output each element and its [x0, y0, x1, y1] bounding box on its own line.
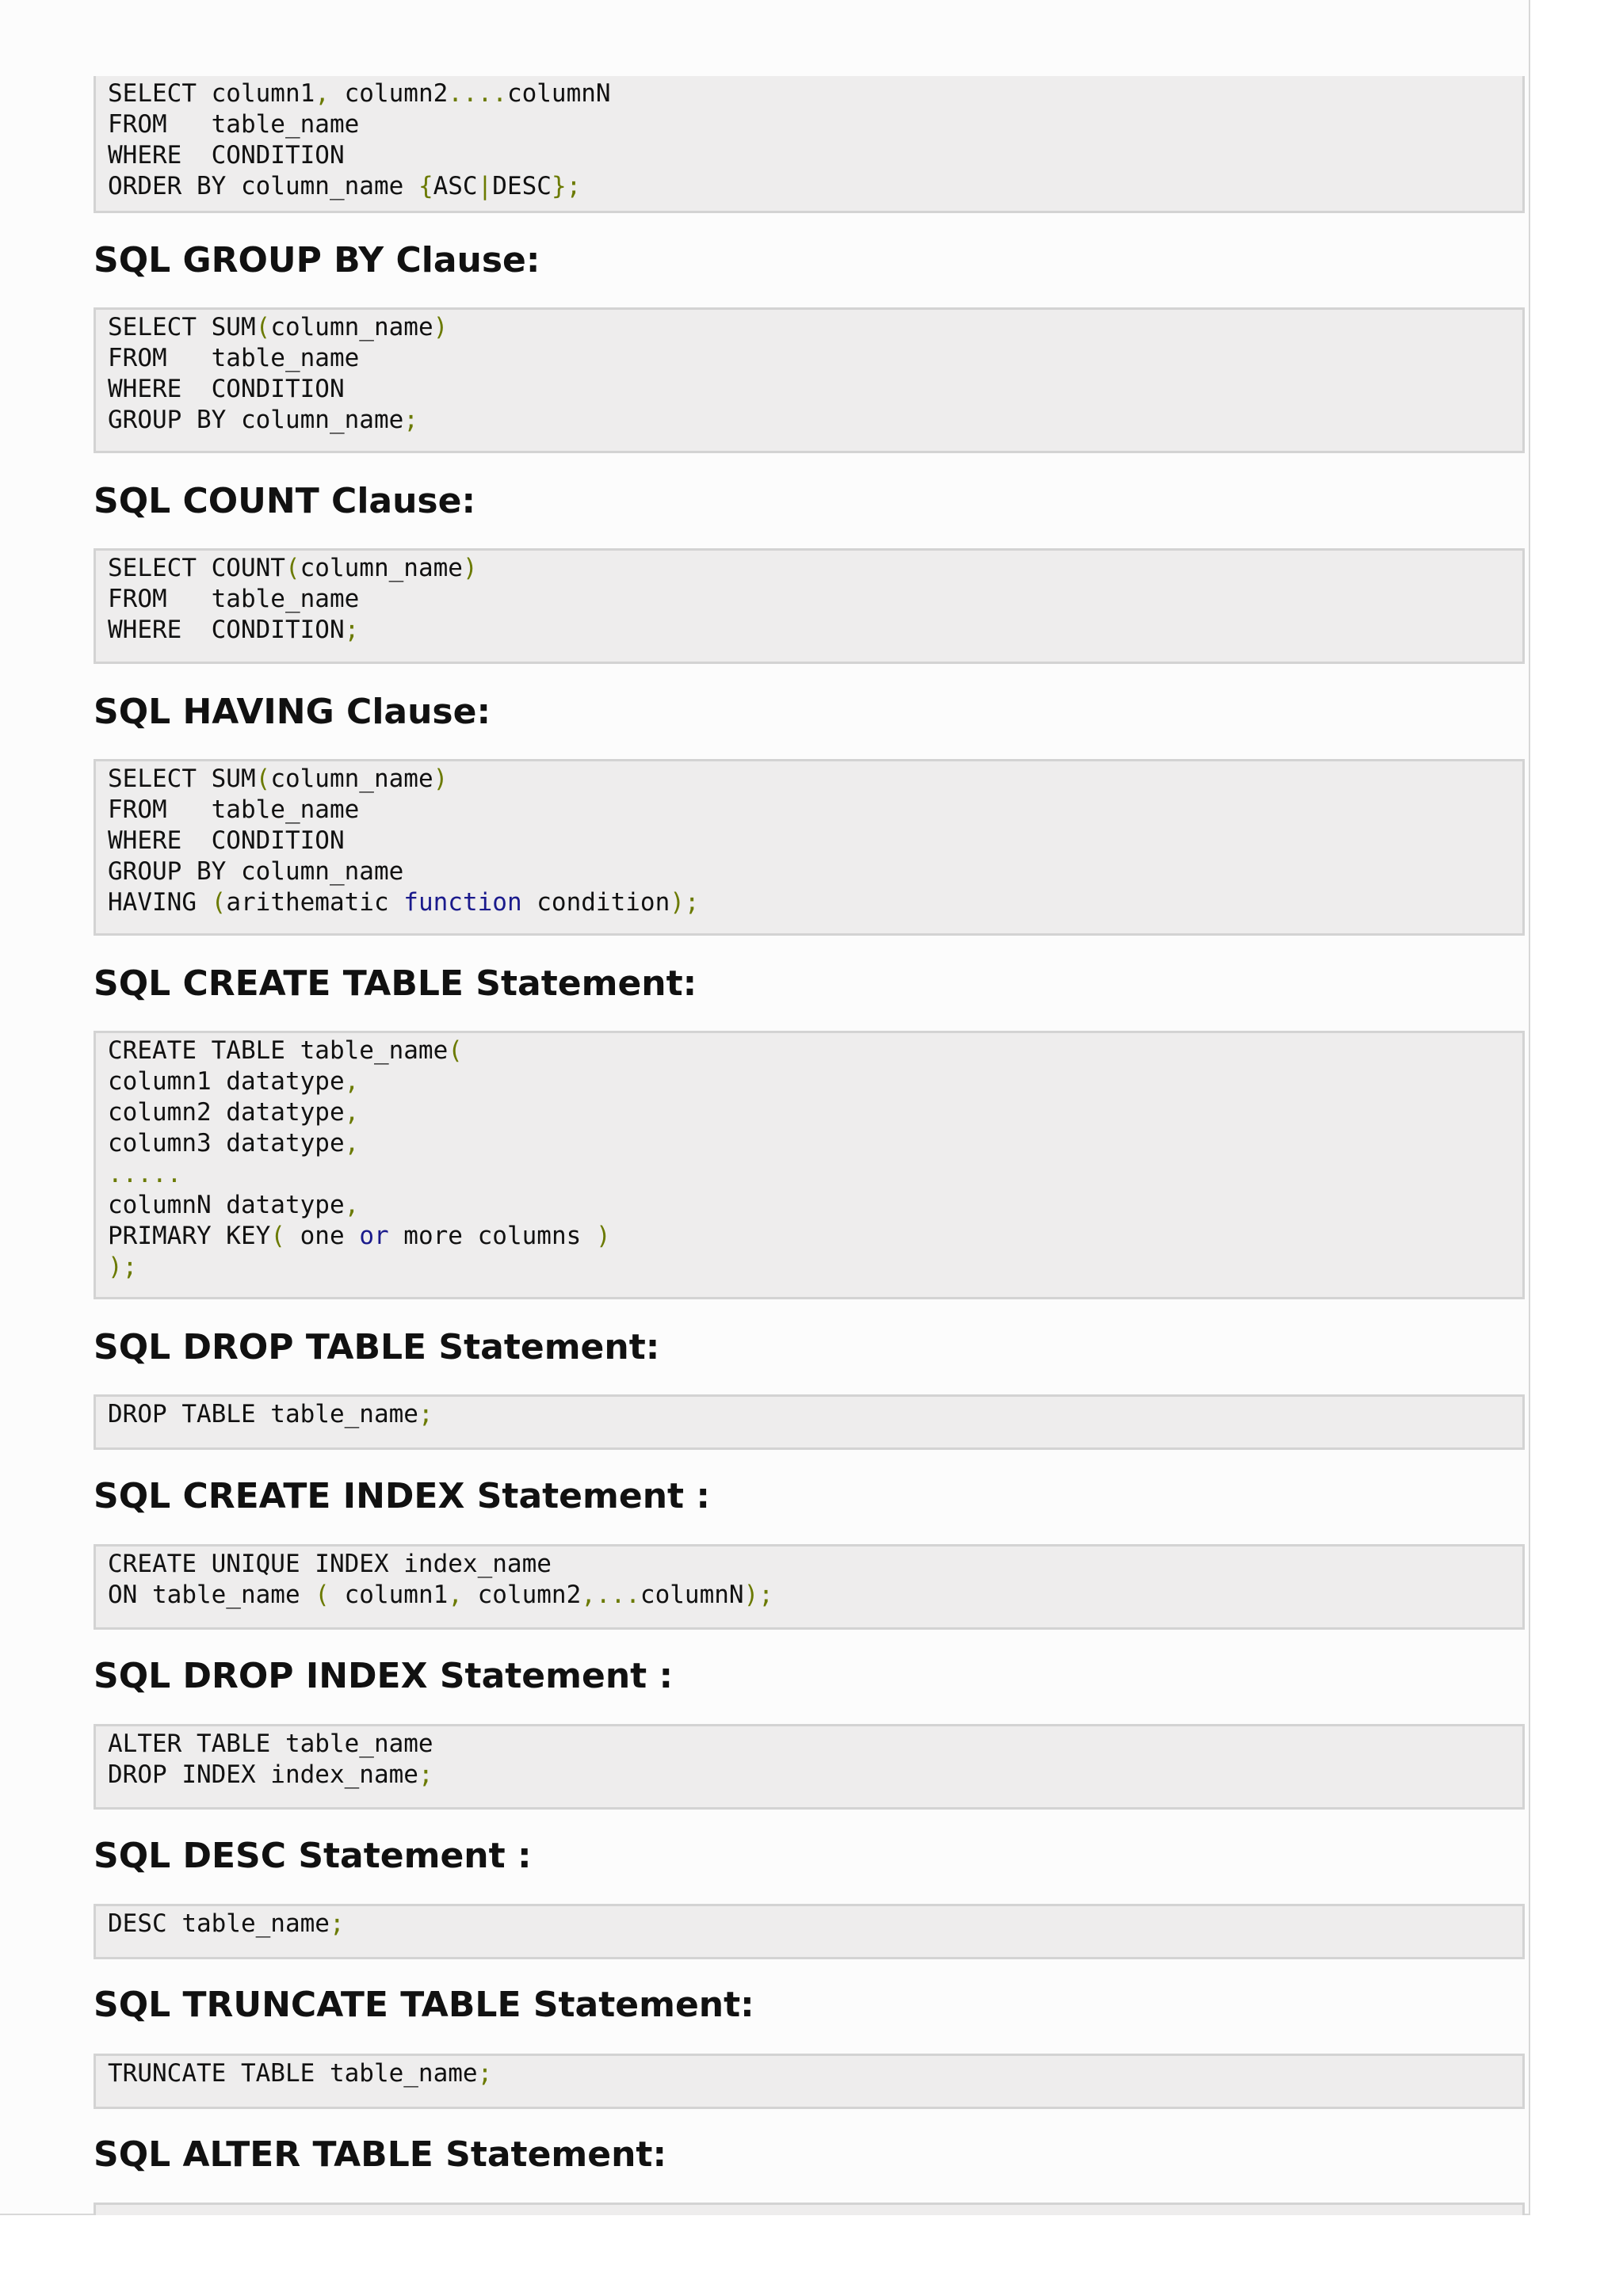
code-line	[108, 1128, 1522, 1159]
code-line	[108, 78, 1522, 109]
code-line	[108, 1252, 1522, 1283]
code-punctuation: |	[477, 172, 493, 200]
code-punctuation: );	[108, 1253, 138, 1281]
code-block-desc	[94, 1904, 1525, 1959]
code-line	[108, 140, 1522, 171]
code-punctuation: ;	[477, 2059, 493, 2088]
code-punctuation: );	[743, 1581, 773, 1609]
code-block-count	[94, 548, 1525, 664]
code-token: columnN	[640, 1581, 744, 1609]
code-token: GROUP BY column_name	[108, 857, 404, 886]
code-punctuation: ;	[403, 406, 418, 434]
code-line	[108, 1760, 1522, 1791]
code-line	[108, 764, 1522, 795]
code-block-drop-table	[94, 1394, 1525, 1450]
code-line	[108, 856, 1522, 887]
code-token: column_name	[300, 554, 463, 582]
code-punctuation: );	[670, 888, 700, 917]
code-punctuation: ....	[448, 79, 507, 108]
code-punctuation: )	[433, 313, 449, 341]
code-punctuation: ,	[315, 79, 345, 108]
code-line	[108, 109, 1522, 140]
code-punctuation: (	[211, 888, 227, 917]
code-block-group-by	[94, 307, 1525, 453]
code-token: GROUP BY column_name	[108, 406, 404, 434]
code-line	[108, 584, 1522, 615]
code-token: WHERE CONDITION	[108, 616, 345, 644]
code-token: columnN	[506, 79, 611, 108]
code-token: column3 datatype	[108, 1129, 345, 1158]
code-punctuation: ,	[448, 1581, 463, 1609]
code-line	[108, 1159, 1522, 1190]
code-punctuation: ,	[344, 1129, 360, 1158]
code-line	[108, 1097, 1522, 1128]
code-block-having	[94, 759, 1525, 936]
code-token: WHERE CONDITION	[108, 141, 345, 170]
code-token: column2 datatype	[108, 1098, 345, 1127]
code-punctuation: ;	[418, 1400, 433, 1428]
code-block-drop-index	[94, 1724, 1525, 1810]
code-line	[108, 615, 1522, 646]
code-line	[108, 1066, 1522, 1097]
code-token: TRUNCATE TABLE table_name	[108, 2059, 478, 2088]
code-line	[108, 1729, 1522, 1760]
code-punctuation: ,	[344, 1098, 360, 1127]
code-token: FROM table_name	[108, 795, 360, 824]
code-token: column2	[462, 1581, 582, 1609]
code-line	[108, 1909, 1522, 1939]
code-token: FROM table_name	[108, 585, 360, 613]
code-line	[108, 795, 1522, 826]
code-keyword: function	[403, 888, 522, 917]
code-punctuation: (	[285, 554, 300, 582]
code-punctuation: (	[315, 1581, 330, 1609]
code-token: FROM table_name	[108, 344, 360, 372]
heading-count: SQL COUNT Clause:	[94, 481, 476, 521]
code-punctuation: {	[418, 172, 433, 200]
code-line	[108, 2058, 1522, 2089]
code-line	[108, 343, 1522, 374]
code-token: HAVING	[108, 888, 212, 917]
heading-desc: SQL DESC Statement :	[94, 1836, 532, 1876]
code-line	[108, 1190, 1522, 1221]
code-punctuation: ,	[344, 1067, 360, 1096]
heading-create-table: SQL CREATE TABLE Statement:	[94, 963, 697, 1004]
code-token: ON table_name	[108, 1581, 315, 1609]
code-punctuation: ,	[344, 1191, 360, 1219]
code-block-create-index	[94, 1544, 1525, 1630]
code-token: WHERE CONDITION	[108, 826, 345, 855]
code-token: DROP TABLE table_name	[108, 1400, 418, 1428]
code-line	[108, 171, 1522, 202]
code-token: column2	[344, 79, 449, 108]
heading-drop-table: SQL DROP TABLE Statement:	[94, 1327, 660, 1367]
code-line	[108, 1221, 1522, 1252]
code-token: PRIMARY KEY	[108, 1222, 271, 1250]
code-token: FROM table_name	[108, 110, 360, 139]
code-block-order-by	[94, 76, 1525, 213]
code-punctuation: (	[255, 313, 271, 341]
code-block-truncate-table	[94, 2054, 1525, 2109]
code-line	[108, 405, 1522, 436]
heading-drop-index: SQL DROP INDEX Statement :	[94, 1656, 674, 1696]
code-punctuation: };	[551, 172, 582, 200]
code-line	[108, 1580, 1522, 1611]
code-token: SELECT SUM	[108, 313, 256, 341]
code-punctuation: ;	[329, 1909, 345, 1938]
code-line	[108, 374, 1522, 405]
code-token: arithematic	[226, 888, 404, 917]
code-line	[108, 312, 1522, 343]
code-token: ALTER TABLE table_name	[108, 1730, 433, 1758]
heading-group-by: SQL GROUP BY Clause:	[94, 240, 540, 280]
code-token: column1 datatype	[108, 1067, 345, 1096]
code-token: CREATE TABLE table_name	[108, 1036, 449, 1065]
code-line	[108, 1399, 1522, 1430]
code-punctuation: .....	[108, 1160, 182, 1188]
heading-having: SQL HAVING Clause:	[94, 692, 491, 732]
code-token: WHERE CONDITION	[108, 375, 345, 403]
code-token: SELECT SUM	[108, 765, 256, 793]
code-punctuation: ,...	[581, 1581, 640, 1609]
code-token: DESC	[492, 172, 552, 200]
code-token: SELECT column1	[108, 79, 315, 108]
code-line	[108, 553, 1522, 584]
code-token: column_name	[270, 313, 433, 341]
code-punctuation: )	[433, 765, 449, 793]
code-token: ORDER BY column_name	[108, 172, 418, 200]
code-punctuation: (	[448, 1036, 463, 1065]
code-keyword: or	[359, 1222, 389, 1250]
code-punctuation: ;	[418, 1760, 433, 1789]
code-token: ASC	[433, 172, 478, 200]
code-punctuation: (	[255, 765, 271, 793]
heading-alter-table: SQL ALTER TABLE Statement:	[94, 2134, 667, 2175]
code-block-create-table	[94, 1031, 1525, 1299]
code-punctuation: )	[462, 554, 478, 582]
code-line	[108, 1035, 1522, 1066]
code-token: DROP INDEX index_name	[108, 1760, 418, 1789]
code-token: SELECT COUNT	[108, 554, 285, 582]
code-block-alter-table	[94, 2203, 1525, 2215]
heading-truncate-table: SQL TRUNCATE TABLE Statement:	[94, 1985, 754, 2025]
code-line	[108, 1549, 1522, 1580]
code-token: CREATE UNIQUE INDEX index_name	[108, 1550, 552, 1578]
code-token: column_name	[270, 765, 433, 793]
code-punctuation: (	[270, 1222, 285, 1250]
code-token: one	[285, 1222, 360, 1250]
code-punctuation: )	[595, 1222, 611, 1250]
code-token: condition	[521, 888, 670, 917]
code-token: more columns	[388, 1222, 596, 1250]
code-line	[108, 887, 1522, 918]
heading-create-index: SQL CREATE INDEX Statement :	[94, 1476, 710, 1516]
code-token: columnN datatype	[108, 1191, 345, 1219]
code-token: DESC table_name	[108, 1909, 330, 1938]
code-token: column1	[329, 1581, 449, 1609]
code-punctuation: ;	[344, 616, 360, 644]
code-line	[108, 826, 1522, 856]
